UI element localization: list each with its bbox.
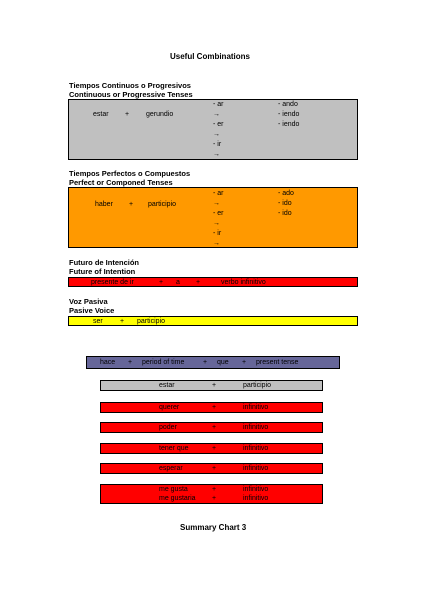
hace-part-4: que — [217, 359, 229, 366]
combo-right-1: infinitivo — [243, 486, 269, 493]
passive-heading-en: Pasive Voice — [69, 306, 115, 315]
continuous-table — [68, 99, 358, 160]
continuous-col-b-1: - iendo — [278, 111, 300, 118]
arrow-icon: → — [213, 111, 220, 118]
combo-left: estar — [159, 382, 175, 389]
perfect-heading-es: Tiempos Perfectos o Compuestos — [69, 169, 191, 178]
arrow-icon: → — [213, 151, 220, 158]
perfect-heading-en: Perfect or Componed Tenses — [69, 178, 173, 187]
combo-plus-1: + — [212, 486, 217, 493]
hace-part-2: period of time — [142, 359, 185, 366]
arrow-icon: → — [213, 220, 220, 227]
combo-row-estar — [100, 380, 323, 391]
arrow-icon: → — [213, 240, 220, 247]
future-part-3: + — [196, 279, 201, 286]
perfect-col-b-0: - ado — [278, 190, 294, 197]
combo-left-2: me gustaria — [159, 495, 196, 502]
continuous-col-a-0: - ar — [213, 101, 224, 108]
combo-right-2: infinitivo — [243, 495, 269, 502]
combo-plus: + — [212, 445, 217, 452]
continuous-verb: gerundio — [146, 111, 174, 118]
hace-part-1: + — [128, 359, 133, 366]
perfect-col-b-1: - ido — [278, 200, 292, 207]
future-row — [68, 277, 358, 287]
hace-part-5: + — [242, 359, 247, 366]
combo-left: querer — [159, 404, 180, 411]
hace-part-3: + — [203, 359, 208, 366]
combo-plus-2: + — [212, 495, 217, 502]
continuous-col-a-2: - er — [213, 121, 224, 128]
combo-row-gusta — [100, 484, 323, 504]
combo-right: infinitivo — [243, 404, 269, 411]
perfect-col-b-2: - ido — [278, 210, 292, 217]
perfect-verb: participio — [148, 201, 177, 208]
combo-left: tener que — [159, 445, 189, 452]
continuous-heading-es: Tiempos Continuos o Progresivos — [69, 81, 191, 90]
passive-part-0: ser — [93, 318, 103, 325]
passive-heading-es: Voz Pasiva — [69, 297, 108, 306]
future-heading-en: Future of Intention — [69, 267, 136, 276]
continuous-col-b-0: - ando — [278, 101, 298, 108]
continuous-plus: + — [125, 111, 130, 118]
continuous-col-b-2: - iendo — [278, 121, 300, 128]
continuous-col-a-4: - ir — [213, 141, 222, 148]
hace-row — [86, 356, 340, 369]
future-heading-es: Futuro de Intención — [69, 258, 139, 267]
hace-part-0: hace — [100, 359, 116, 366]
combo-left: poder — [159, 424, 177, 431]
arrow-icon: → — [213, 131, 220, 138]
perfect-plus: + — [129, 201, 134, 208]
hace-part-6: present tense — [256, 359, 299, 366]
passive-row — [68, 316, 358, 326]
continuous-aux: estar — [93, 111, 109, 118]
perfect-col-a-4: - ir — [213, 230, 222, 237]
combo-plus: + — [212, 382, 217, 389]
passive-part-1: + — [120, 318, 125, 325]
perfect-col-a-0: - ar — [213, 190, 224, 197]
combo-plus: + — [212, 424, 217, 431]
combo-plus: + — [212, 465, 217, 472]
passive-part-2: participio — [137, 318, 166, 325]
future-part-4: verbo infinitivo — [221, 279, 266, 286]
combo-right: infinitivo — [243, 465, 269, 472]
combo-right: infinitivo — [243, 445, 269, 452]
continuous-heading-en: Continuous or Progressive Tenses — [69, 90, 193, 99]
perfect-table — [68, 187, 358, 248]
combo-right: infinitivo — [243, 424, 269, 431]
combo-row-esperar — [100, 463, 323, 474]
combo-left-1: me gusta — [159, 486, 188, 493]
combo-left: esperar — [159, 465, 183, 472]
combo-row-poder — [100, 422, 323, 433]
combo-plus: + — [212, 404, 217, 411]
perfect-col-a-2: - er — [213, 210, 224, 217]
combo-row-tener-que — [100, 443, 323, 454]
arrow-icon: → — [213, 200, 220, 207]
page-title: Useful Combinations — [170, 52, 251, 61]
future-part-0: presente de ir — [91, 279, 134, 286]
future-part-2: a — [176, 279, 180, 286]
perfect-aux: haber — [95, 201, 113, 208]
combo-row-querer — [100, 402, 323, 413]
combo-right: participio — [243, 382, 272, 389]
future-part-1: + — [159, 279, 164, 286]
footer-title: Summary Chart 3 — [180, 523, 247, 532]
